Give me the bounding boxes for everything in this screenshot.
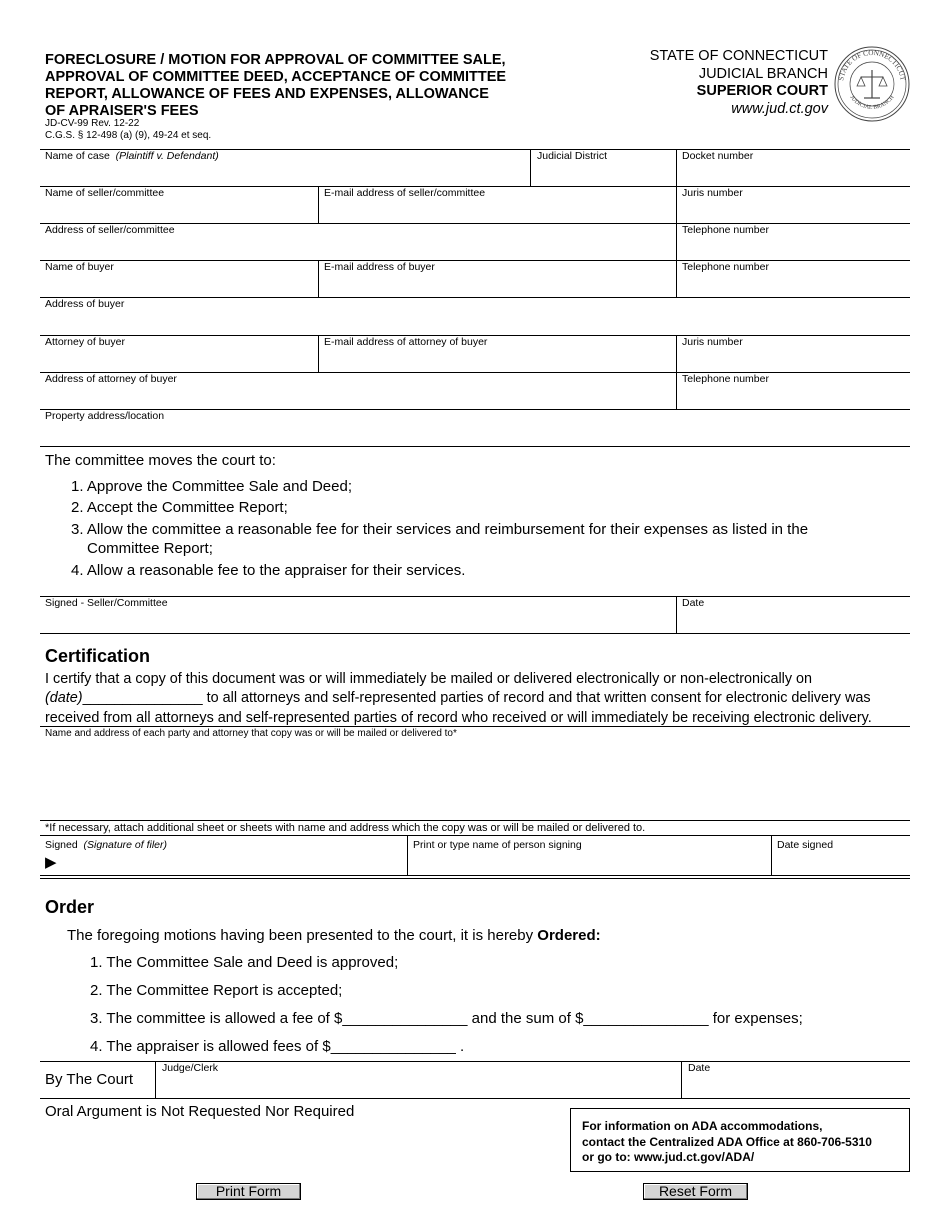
motion-item: 2. Accept the Committee Report; [71, 499, 288, 516]
order-heading: Order [45, 897, 95, 917]
order-intro: The foregoing motions having been presented to the court, it is hereby Ordered: [67, 927, 601, 944]
ada-line: or go to: www.jud.ct.gov/ADA/ [582, 1150, 755, 1164]
attorney-address-label: Address of attorney of buyer [45, 373, 177, 385]
buyer-name-input[interactable] [42, 275, 318, 297]
website: www.jud.ct.gov [731, 100, 828, 117]
seller-date-input[interactable] [679, 611, 911, 633]
by-the-court-label: By The Court [45, 1071, 134, 1088]
statute-reference: C.G.S. § 12-498 (a) (9), 49-24 et seq. [45, 130, 212, 141]
judge-clerk-input[interactable] [158, 1076, 682, 1098]
oral-argument-note: Oral Argument is Not Requested Nor Required [45, 1103, 355, 1120]
seller-telephone-input[interactable] [679, 238, 911, 260]
motion-item-continued: Committee Report; [87, 540, 213, 557]
attorney-name-label: Attorney of buyer [45, 336, 125, 348]
certification-line-1: I certify that a copy of this document was or will immediately be mailed or delivered electronically or non-electronically on [45, 671, 813, 687]
certification-line-3: received from all attorneys and self-represented parties of record who received or will immediately be receiving electronic delivery. [45, 710, 872, 726]
sign-here-arrow-icon: ▶ [45, 854, 57, 871]
title-line: REPORT, ALLOWANCE OF FEES AND EXPENSES, ALLOWANCE [45, 86, 489, 102]
juris-number-label: Juris number [682, 336, 743, 348]
name-of-case-label: Name of case (Plaintiff v. Defendant) [45, 150, 219, 162]
footnote: *If necessary, attach additional sheet or sheets with name and address which the copy was or will be mailed or delivered to. [45, 822, 646, 834]
print-name-label: Print or type name of person signing [413, 839, 582, 851]
ada-line: For information on ADA accommodations, [582, 1119, 823, 1133]
motion-item: 3. Allow the committee a reasonable fee for their services and reimbursement for their expenses as listed in the [71, 521, 809, 538]
telephone-label: Telephone number [682, 373, 769, 385]
telephone-label: Telephone number [682, 261, 769, 273]
seller-address-label: Address of seller/committee [45, 224, 175, 236]
court-heading [650, 48, 828, 118]
seller-address-input[interactable] [42, 238, 677, 260]
buyer-address-input[interactable] [42, 313, 911, 335]
certification-line-2: (date)_______________ to all attorneys and self-represented parties of record and that written consent for electronic delivery was [45, 690, 871, 706]
name-address-textarea[interactable] [42, 742, 911, 820]
seller-signature-input[interactable] [42, 611, 677, 633]
form-title [45, 52, 565, 120]
order-item-fee: 3. The committee is allowed a fee of $_______________ and the sum of $_______________ for expenses; [90, 1010, 803, 1027]
telephone-label: Telephone number [682, 224, 769, 236]
juris-number-label: Juris number [682, 187, 743, 199]
seal-top-text: STATE OF CONNECTICUT [837, 48, 907, 82]
order-date-input[interactable] [684, 1076, 911, 1098]
branch-name: JUDICIAL BRANCH [698, 65, 828, 82]
print-name-input[interactable] [410, 853, 772, 875]
court-name: SUPERIOR COURT [696, 83, 828, 99]
order-item: 2. The Committee Report is accepted; [90, 982, 343, 999]
docket-number-label: Docket number [682, 150, 754, 162]
seller-name-label: Name of seller/committee [45, 187, 165, 199]
ada-info-box [570, 1108, 910, 1172]
title-line: APPROVAL OF COMMITTEE DEED, ACCEPTANCE OF COMMITTEE [45, 69, 507, 85]
judicial-seal-icon [834, 46, 910, 122]
name-of-case-input[interactable] [42, 164, 530, 186]
print-form-button[interactable]: Print Form [196, 1183, 301, 1200]
title-line: OF APRAISER'S FEES [45, 103, 199, 119]
motion-item: 1. Approve the Committee Sale and Deed; [71, 478, 353, 495]
docket-number-input[interactable] [679, 164, 911, 186]
state-name: STATE OF CONNECTICUT [649, 48, 828, 64]
attorney-email-label: E-mail address of attorney of buyer [324, 336, 488, 348]
attorney-email-input[interactable] [321, 350, 677, 372]
seller-email-input[interactable] [321, 201, 677, 223]
date-label: Date [682, 597, 705, 609]
date-label: Date [688, 1062, 711, 1074]
seller-name-input[interactable] [42, 201, 318, 223]
juris-number-input[interactable] [679, 201, 911, 223]
name-address-label: Name and address of each party and attorney that copy was or will be mailed or delivered to* [45, 728, 457, 739]
buyer-address-label: Address of buyer [45, 298, 125, 310]
attorney-telephone-input[interactable] [679, 387, 911, 409]
judicial-district-label: Judicial District [537, 150, 608, 162]
judicial-district-input[interactable] [533, 164, 677, 186]
attorney-name-input[interactable] [42, 350, 318, 372]
title-line: FORECLOSURE / MOTION FOR APPROVAL OF COMMITTEE SALE, [45, 52, 506, 68]
date-signed-label: Date signed [777, 839, 834, 851]
buyer-name-label: Name of buyer [45, 261, 114, 273]
attorney-address-input[interactable] [42, 387, 677, 409]
certification-heading: Certification [45, 646, 151, 666]
property-address-input[interactable] [42, 424, 911, 446]
order-item-appraiser: 4. The appraiser is allowed fees of $_______________ . [90, 1038, 465, 1055]
ada-line: contact the Centralized ADA Office at 860-706-5310 [582, 1134, 872, 1149]
property-address-label: Property address/location [45, 410, 165, 422]
attorney-juris-input[interactable] [679, 350, 911, 372]
judge-clerk-label: Judge/Clerk [162, 1062, 219, 1074]
motion-item: 4. Allow a reasonable fee to the appraiser for their services. [71, 562, 466, 579]
seal-bottom-text: JUDICIAL BRANCH [848, 94, 896, 111]
form-number: JD-CV-99 Rev. 12-22 [45, 118, 140, 129]
buyer-email-input[interactable] [321, 275, 677, 297]
seller-email-label: E-mail address of seller/committee [324, 187, 486, 199]
order-item: 1. The Committee Sale and Deed is approved; [90, 954, 399, 971]
buyer-email-label: E-mail address of buyer [324, 261, 435, 273]
motion-intro: The committee moves the court to: [45, 452, 276, 469]
reset-form-button[interactable]: Reset Form [643, 1183, 748, 1200]
signed-seller-label: Signed - Seller/Committee [45, 597, 168, 609]
buyer-telephone-input[interactable] [679, 275, 911, 297]
date-signed-input[interactable] [774, 853, 911, 875]
signed-filer-label: Signed (Signature of filer) [45, 839, 167, 851]
filer-signature-input[interactable] [62, 853, 406, 875]
